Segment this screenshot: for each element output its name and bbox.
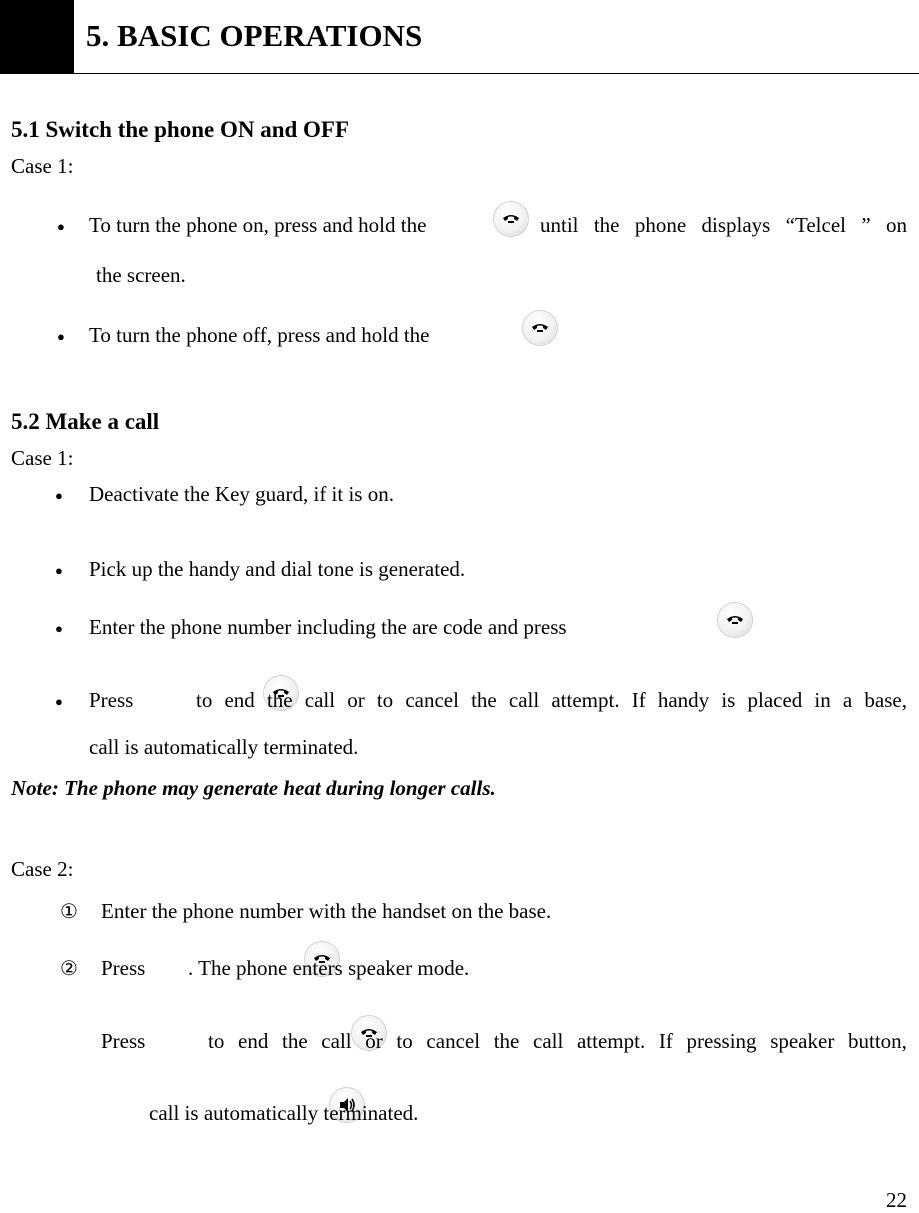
- bullet-dot: ●: [55, 694, 63, 709]
- header-black-block: [0, 0, 74, 74]
- step-text-line2: call is automatically terminated.: [149, 1101, 419, 1125]
- step-text-continued: to end the call or to cancel the call attempt. If pressing speaker button,: [208, 1029, 907, 1053]
- bullet-dot: ●: [57, 219, 65, 234]
- phone-handset-icon: [718, 603, 752, 637]
- case-label: Case 1:: [11, 446, 74, 470]
- section-heading-5-2: 5.2 Make a call: [11, 409, 160, 434]
- bullet-text-line2: the screen.: [96, 263, 186, 287]
- phone-handset-icon: [494, 202, 528, 236]
- section-heading-5-1: 5.1 Switch the phone ON and OFF: [11, 117, 350, 142]
- step-marker: ②: [60, 956, 78, 980]
- page-number: 22: [886, 1188, 907, 1212]
- step-press: Press: [101, 956, 146, 980]
- bullet-dot: ●: [57, 329, 65, 344]
- case-label: Case 2:: [11, 857, 74, 881]
- bullet-text: To turn the phone on, press and hold the: [89, 213, 427, 237]
- bullet-dot: ●: [55, 488, 63, 503]
- bullet-press: Press: [89, 688, 134, 712]
- step-text: . The phone enters speaker mode.: [188, 956, 470, 980]
- step-marker: [60, 1031, 80, 1051]
- step-text: Enter the phone number with the handset on the base.: [101, 899, 552, 923]
- chapter-title: 5. BASIC OPERATIONS: [86, 18, 423, 53]
- bullet-text-line2: call is automatically terminated.: [89, 735, 359, 759]
- header-divider: [0, 73, 919, 74]
- bullet-dot: ●: [55, 563, 63, 578]
- step-marker: ①: [60, 899, 78, 923]
- bullet-text: Enter the phone number including the are code and press: [89, 615, 567, 639]
- bullet-text-continued: until the phone displays “Telcel ” on: [540, 213, 907, 237]
- case-label: Case 1:: [11, 154, 74, 178]
- bullet-dot: ●: [55, 621, 63, 636]
- bullet-text: Pick up the handy and dial tone is generated.: [89, 557, 466, 581]
- note-text: Note: The phone may generate heat during longer calls.: [11, 776, 496, 800]
- bullet-text: Deactivate the Key guard, if it is on.: [89, 482, 394, 506]
- phone-handset-icon: [523, 311, 557, 345]
- bullet-text-continued: to end the call or to cancel the call attempt. If handy is placed in a base,: [196, 688, 907, 712]
- step-press: Press: [101, 1029, 146, 1053]
- bullet-text: To turn the phone off, press and hold the: [89, 323, 430, 347]
